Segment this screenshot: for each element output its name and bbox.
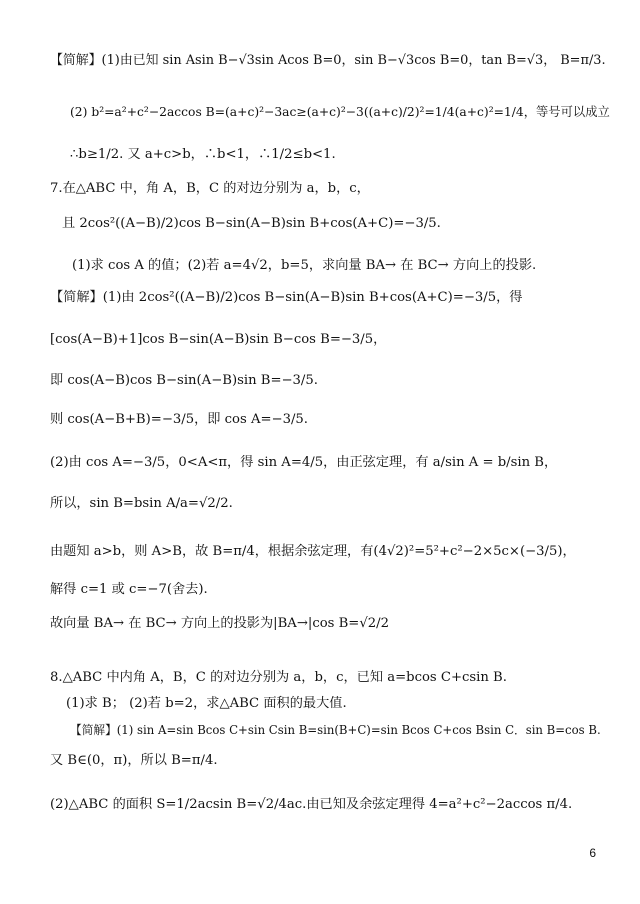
problem-7-questions: (1)求 cos A 的值；(2)若 a=4√2，b=5，求向量 BA→ 在 BC→ 方向上的投影. bbox=[72, 258, 537, 273]
solution-7-line-6: 所以，sin B=bsin A/a=√2/2. bbox=[50, 496, 233, 511]
solution-7-line-9: 故向量 BA→ 在 BC→ 方向上的投影为|BA→|cos B=√2/2 bbox=[50, 616, 389, 631]
solution-7-line-4: 则 cos(A−B+B)=−3/5，即 cos A=−3/5. bbox=[50, 412, 308, 427]
solution-7-line-3: 即 cos(A−B)cos B−sin(A−B)sin B=−3/5. bbox=[50, 373, 318, 388]
problem-7-condition: 且 2cos²((A−B)/2)cos B−sin(A−B)sin B+cos(A+C)=−3/5. bbox=[62, 216, 441, 231]
page-number: 6 bbox=[589, 846, 596, 860]
line-2: (2) b²=a²+c²−2accos B=(a+c)²−3ac≥(a+c)²−3((a+c)/2)²=1/4(a+c)²=1/4，等号可以成立 bbox=[70, 105, 610, 119]
solution-7-line-7: 由题知 a>b，则 A>B，故 B=π/4，根据余弦定理，有(4√2)²=5²+c²−2×5c×(−3/5)， bbox=[50, 544, 576, 559]
line-1: 【简解】(1)由已知 sin Asin B−√3sin Acos B=0，sin B−√3cos B=0，tan B=√3， B=π/3. bbox=[50, 53, 606, 68]
problem-8-questions: (1)求 B； (2)若 b=2，求△ABC 面积的最大值. bbox=[66, 696, 347, 711]
solution-8-line-1: 【简解】(1) sin A=sin Bcos C+sin Csin B=sin(B+C)=sin Bcos C+cos Bsin C．sin B=cos B. bbox=[70, 723, 601, 737]
solution-8-line-2: 又 B∈(0，π)，所以 B=π/4. bbox=[50, 753, 218, 768]
problem-8-title: 8.△ABC 中内角 A，B，C 的对边分别为 a，b，c，已知 a=bcos C+csin B. bbox=[50, 670, 507, 685]
problem-7-title: 7.在△ABC 中，角 A，B，C 的对边分别为 a，b，c， bbox=[50, 181, 370, 196]
line-3: ∴b≥1/2. 又 a+c>b，∴b<1，∴1/2≤b<1. bbox=[70, 147, 336, 162]
solution-8-line-3: (2)△ABC 的面积 S=1/2acsin B=√2/4ac.由已知及余弦定理得 4=a²+c²−2accos π/4. bbox=[50, 797, 573, 812]
solution-7-line-5: (2)由 cos A=−3/5，0<A<π，得 sin A=4/5，由正弦定理，有 a/sin A = b/sin B， bbox=[50, 455, 558, 470]
solution-7-line-2: [cos(A−B)+1]cos B−sin(A−B)sin B−cos B=−3/5， bbox=[50, 332, 387, 347]
solution-7-line-1: 【简解】(1)由 2cos²((A−B)/2)cos B−sin(A−B)sin B+cos(A+C)=−3/5，得 bbox=[50, 290, 523, 305]
solution-7-line-8: 解得 c=1 或 c=−7(舍去). bbox=[50, 582, 208, 597]
